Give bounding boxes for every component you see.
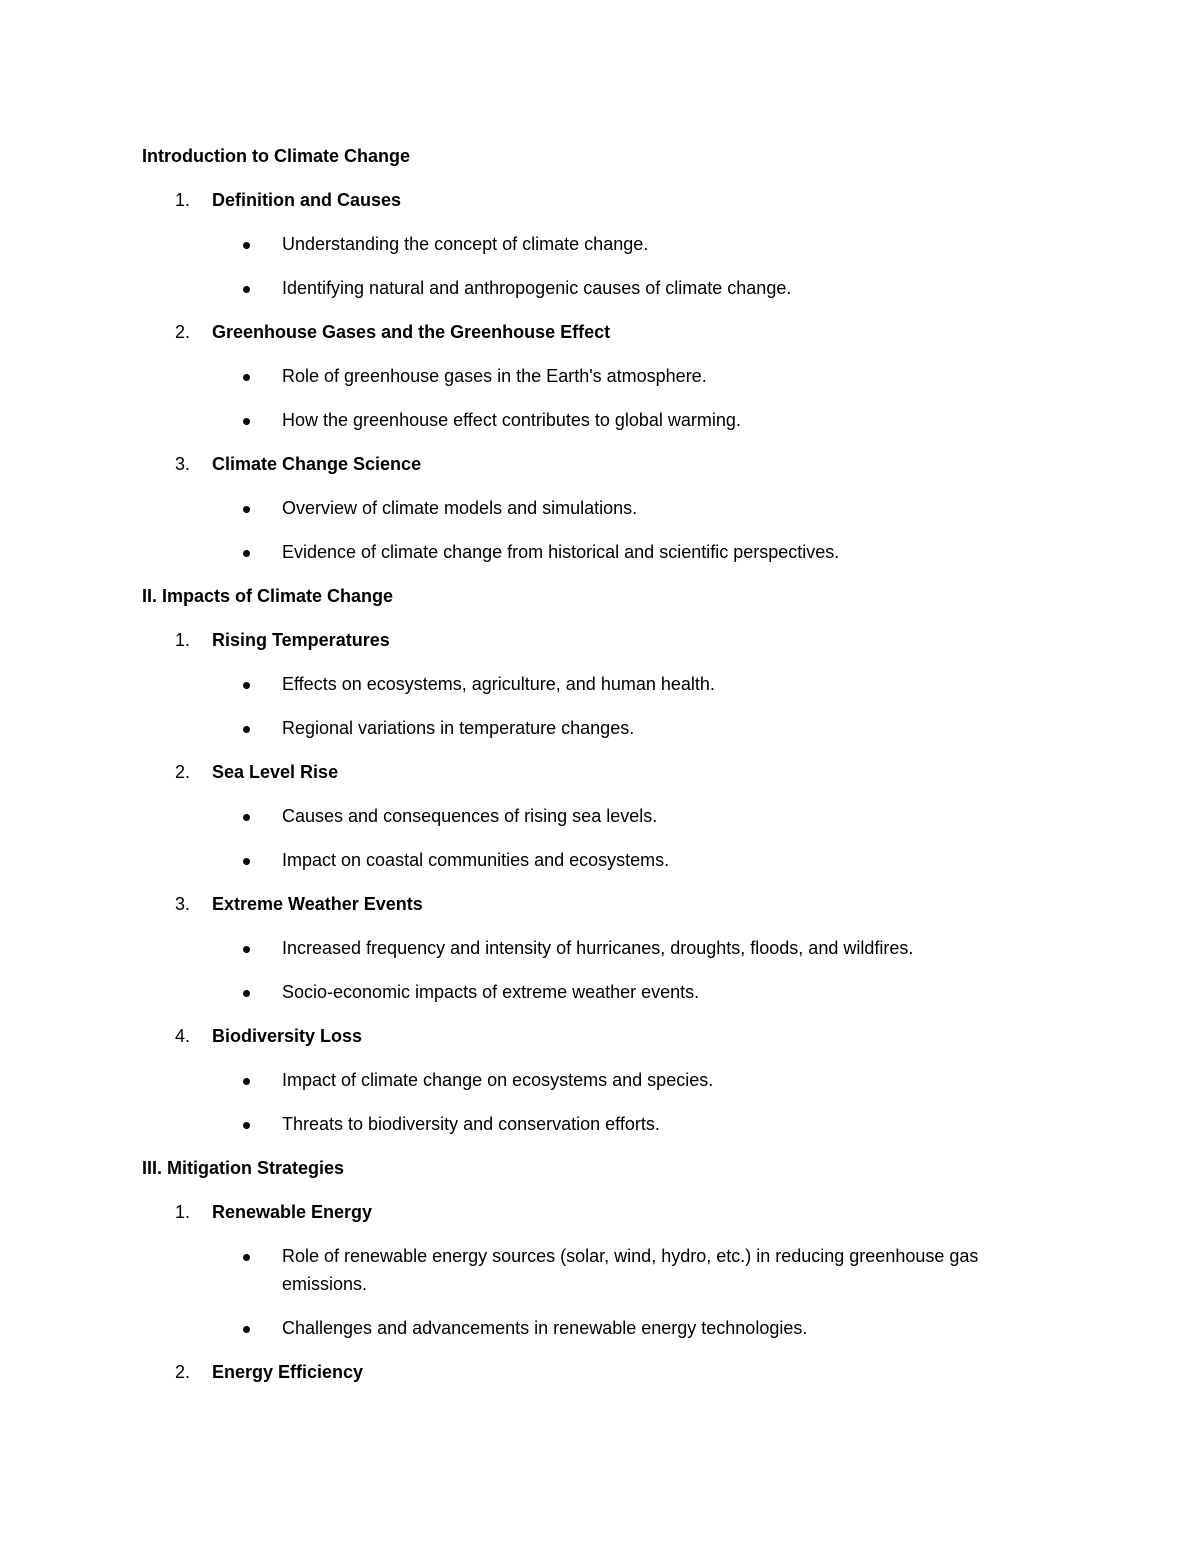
numbered-item xyxy=(142,626,1062,654)
bullet-text: Role of greenhouse gases in the Earth's atmosphere. xyxy=(282,366,707,386)
bullet-item xyxy=(142,802,1062,830)
item-title: Greenhouse Gases and the Greenhouse Effect xyxy=(212,322,611,342)
item-number: 3. xyxy=(175,894,191,914)
item-title: Sea Level Rise xyxy=(212,762,339,782)
bullet-text: Threats to biodiversity and conservation efforts. xyxy=(282,1114,660,1134)
numbered-item xyxy=(142,758,1062,786)
bullet-item xyxy=(142,1314,1062,1342)
bullet-item xyxy=(142,934,1062,962)
bullet-dot-icon xyxy=(243,726,250,733)
bullet-dot-icon xyxy=(243,418,250,425)
bullet-item xyxy=(142,670,1062,698)
bullet-text: Increased frequency and intensity of hurricanes, droughts, floods, and wildfires. xyxy=(282,938,914,958)
item-number: 1. xyxy=(175,1202,191,1222)
bullet-item xyxy=(142,406,1062,434)
bullet-dot-icon xyxy=(243,858,250,865)
numbered-item xyxy=(142,1198,1062,1226)
item-number: 2. xyxy=(175,762,191,782)
item-title: Energy Efficiency xyxy=(212,1362,364,1382)
item-title: Climate Change Science xyxy=(212,454,422,474)
bullet-dot-icon xyxy=(243,946,250,953)
bullet-text: Impact of climate change on ecosystems and species. xyxy=(282,1070,714,1090)
item-number: 2. xyxy=(175,322,191,342)
bullet-item xyxy=(142,274,1062,302)
bullet-text: Regional variations in temperature changes. xyxy=(282,718,635,738)
bullet-item xyxy=(142,846,1062,874)
numbered-item xyxy=(142,318,1062,346)
bullet-dot-icon xyxy=(243,1078,250,1085)
bullet-dot-icon xyxy=(243,374,250,381)
bullet-text: Overview of climate models and simulations. xyxy=(282,498,638,518)
bullet-dot-icon xyxy=(243,1254,250,1261)
section-heading: III. Mitigation Strategies xyxy=(142,1158,345,1178)
bullet-text: Effects on ecosystems, agriculture, and human health. xyxy=(282,674,715,694)
section-heading: II. Impacts of Climate Change xyxy=(142,586,394,606)
bullet-text: Understanding the concept of climate change. xyxy=(282,234,649,254)
bullet-text: Identifying natural and anthropogenic causes of climate change. xyxy=(282,278,792,298)
numbered-item xyxy=(142,186,1062,214)
item-number: 1. xyxy=(175,630,191,650)
numbered-item xyxy=(142,1022,1062,1050)
bullet-text: How the greenhouse effect contributes to global warming. xyxy=(282,410,741,430)
bullet-dot-icon xyxy=(243,550,250,557)
bullet-dot-icon xyxy=(243,506,250,513)
bullet-dot-icon xyxy=(243,814,250,821)
section-heading: Introduction to Climate Change xyxy=(142,146,410,166)
bullet-dot-icon xyxy=(243,1326,250,1333)
bullet-dot-icon xyxy=(243,990,250,997)
bullet-item xyxy=(142,1110,1062,1138)
item-title: Biodiversity Loss xyxy=(212,1026,363,1046)
bullet-item xyxy=(142,978,1062,1006)
bullet-text: Role of renewable energy sources (solar, wind, hydro, etc.) in reducing greenhouse gas emissions. xyxy=(282,1246,979,1294)
item-number: 1. xyxy=(175,190,191,210)
item-title: Rising Temperatures xyxy=(212,630,390,650)
bullet-text: Evidence of climate change from historical and scientific perspectives. xyxy=(282,542,840,562)
bullet-dot-icon xyxy=(243,286,250,293)
bullet-item xyxy=(142,714,1062,742)
bullet-item xyxy=(142,494,1062,522)
document-body xyxy=(142,142,1062,1402)
bullet-item xyxy=(142,362,1062,390)
bullet-text: Causes and consequences of rising sea levels. xyxy=(282,806,658,826)
item-number: 4. xyxy=(175,1026,191,1046)
bullet-dot-icon xyxy=(243,1122,250,1129)
item-title: Extreme Weather Events xyxy=(212,894,423,914)
numbered-item xyxy=(142,890,1062,918)
bullet-text: Challenges and advancements in renewable energy technologies. xyxy=(282,1318,808,1338)
bullet-dot-icon xyxy=(243,682,250,689)
bullet-item xyxy=(142,538,1062,566)
item-number: 2. xyxy=(175,1362,191,1382)
item-title: Renewable Energy xyxy=(212,1202,373,1222)
numbered-item xyxy=(142,450,1062,478)
bullet-item xyxy=(142,1242,1062,1298)
bullet-item xyxy=(142,1066,1062,1094)
item-title: Definition and Causes xyxy=(212,190,402,210)
bullet-text: Impact on coastal communities and ecosystems. xyxy=(282,850,670,870)
numbered-item xyxy=(142,1358,1062,1386)
item-number: 3. xyxy=(175,454,191,474)
bullet-text: Socio-economic impacts of extreme weather events. xyxy=(282,982,700,1002)
bullet-dot-icon xyxy=(243,242,250,249)
bullet-item xyxy=(142,230,1062,258)
